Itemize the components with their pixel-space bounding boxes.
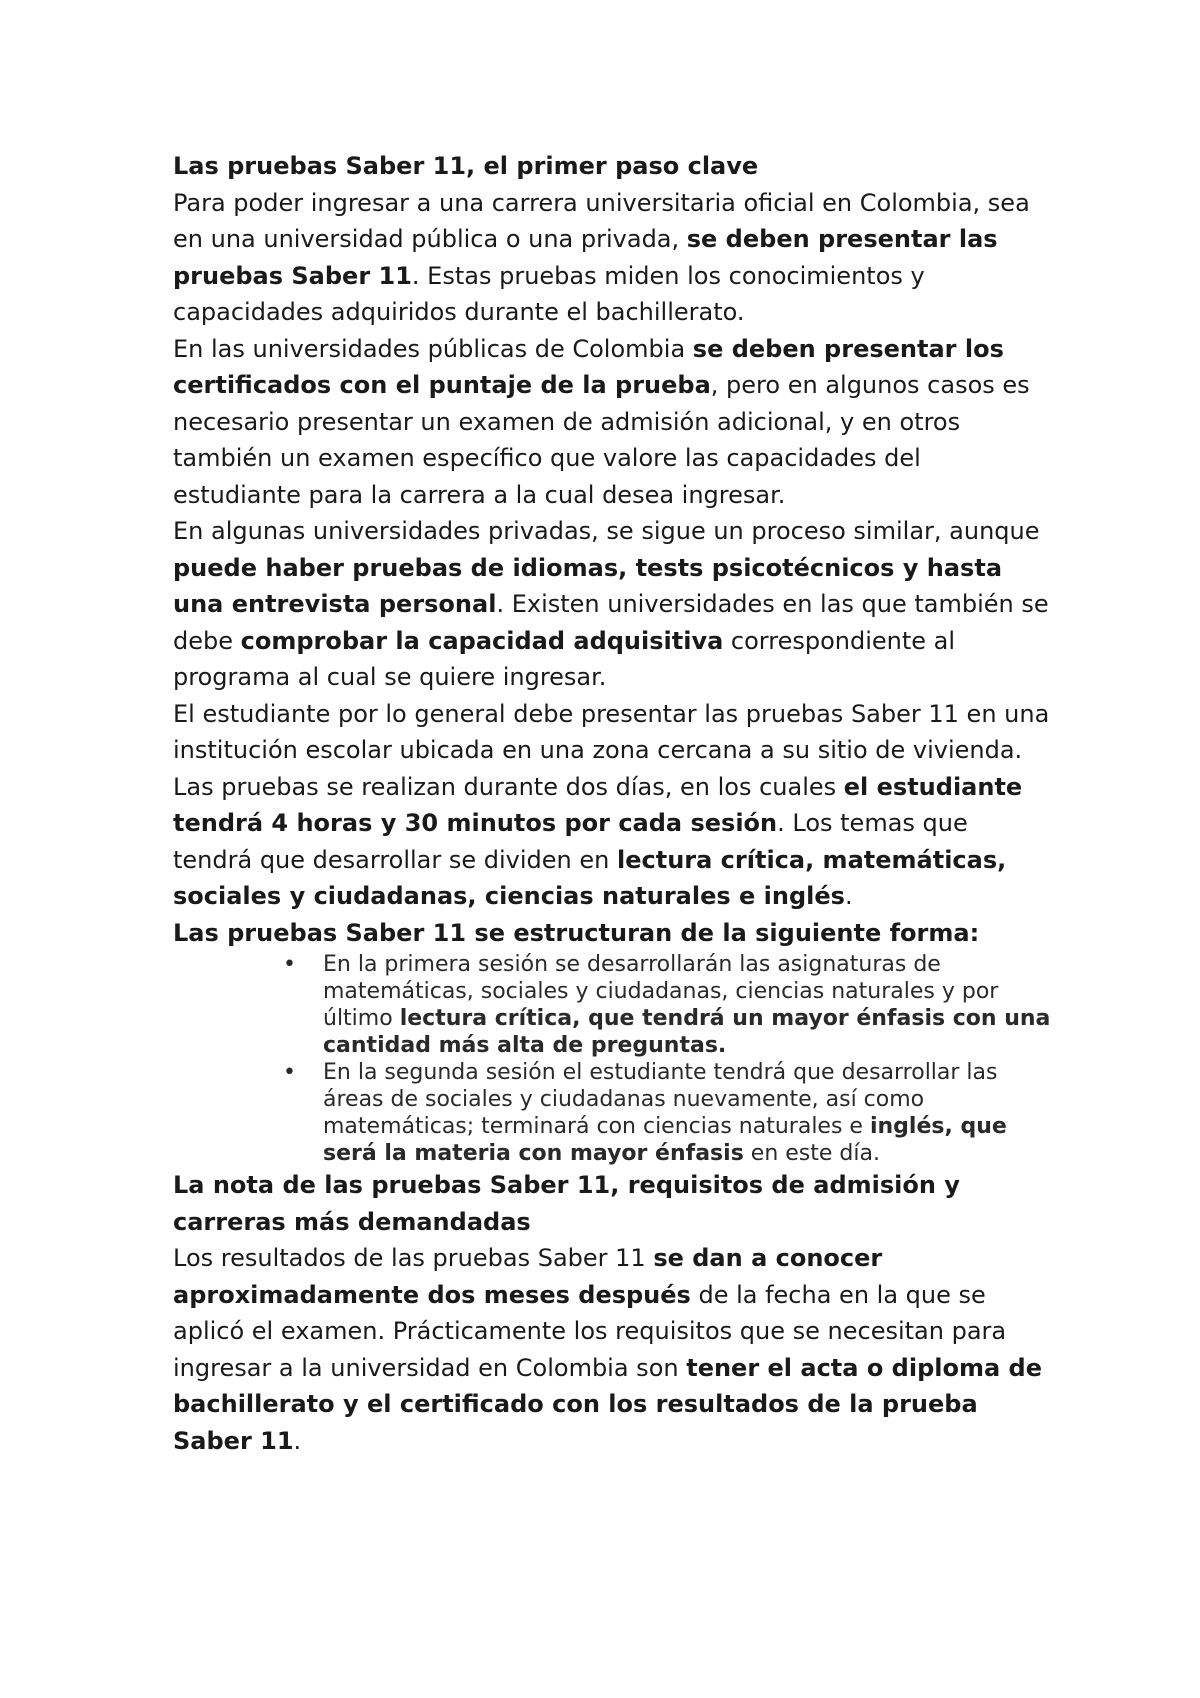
list-item (173, 1059, 1053, 1167)
text-run: en este día. (743, 1141, 880, 1166)
text-run: . (293, 1426, 302, 1455)
text-run: En la primera sesión se desarrollarán las asignaturas de matemáticas, sociales y ciudadanas, ciencias naturales y por último (323, 952, 999, 1031)
text-run: Los resultados de las pruebas Saber 11 (173, 1244, 654, 1272)
bold-run: lectura crítica, que tendrá un mayor énfasis con una cantidad más alta de preguntas. (323, 1006, 1051, 1058)
text-run: El estudiante por lo general debe presentar las pruebas Saber 11 en una institución escolar ubicada en una zona cercana a su sitio de vivienda. Las pruebas se realizan durante dos días, en los cuales (173, 699, 1050, 801)
heading-saber-11-primer-paso: Las pruebas Saber 11, el primer paso clave (173, 152, 759, 180)
text-run: de la fecha en la que se aplicó el examen. Prácticamente los requisitos que se necesitan para ingresar a la universidad en Colombia son (173, 1280, 1007, 1382)
text-run: . Estas pruebas miden los conocimientos y capacidades adquiridos durante el bachillerato. (173, 261, 925, 326)
text-run: En algunas universidades privadas, se sigue un proceso similar, aunque (173, 517, 1040, 545)
bold-run: se deben presentar las pruebas Saber 11 (173, 225, 998, 290)
bold-run: tener el acta o diploma de bachillerato y el certificado con los resultados de la prueba Saber 11 (173, 1353, 1042, 1455)
bullet-list (173, 951, 1053, 1167)
text-run: correspondiente al programa al cual se quiere ingresar. (173, 626, 956, 691)
bold-run: comprobar la capacidad adquisitiva (240, 626, 724, 655)
text-run: . Los temas que tendrá que desarrollar se dividen en (173, 809, 968, 874)
document-page (173, 148, 1053, 1459)
paragraph-universidades-privadas (173, 513, 1053, 696)
paragraph-ingreso-carrera (173, 185, 1053, 331)
text-run: . (844, 882, 853, 910)
list-item (173, 951, 1053, 1059)
bold-run: el estudiante tendrá 4 horas y 30 minutos por cada sesión (173, 772, 1023, 837)
bold-run: puede haber pruebas de idiomas, tests psicotécnicos y hasta una entrevista personal (173, 553, 1003, 618)
list-item-text (323, 1059, 1053, 1167)
heading-nota-requisitos: La nota de las pruebas Saber 11, requisitos de admisión y carreras más demandadas (173, 1171, 960, 1236)
bullet-icon: • (283, 1060, 296, 1085)
paragraph-resultados (173, 1240, 1053, 1459)
text-run: , pero en algunos casos es necesario presentar un examen de admisión adicional, y en otros también un examen específico que valore las capacidades del estudiante para la carrera a la cual desea ingresar. (173, 371, 1030, 509)
bold-run: lectura crítica, matemáticas, sociales y ciudadanas, ciencias naturales e inglés (173, 845, 1007, 910)
bold-run: inglés, que será la materia con mayor énfasis (323, 1114, 1007, 1166)
bullet-icon: • (283, 952, 296, 977)
text-run: . Existen universidades en las que también se debe (173, 590, 1049, 655)
bold-run: se deben presentar los certificados con el puntaje de la prueba (173, 334, 1004, 399)
paragraph-sesiones-prueba (173, 696, 1053, 915)
text-run: En las universidades públicas de Colombia (173, 334, 693, 363)
text-run: En la segunda sesión el estudiante tendrá que desarrollar las áreas de sociales y ciudadanas nuevamente, así como matemáticas; terminará con ciencias naturales e (323, 1060, 998, 1139)
bold-run: se dan a conocer aproximadamente dos meses después (173, 1244, 883, 1309)
paragraph-universidades-publicas (173, 331, 1053, 514)
heading-estructura-pruebas: Las pruebas Saber 11 se estructuran de la siguiente forma: (173, 918, 980, 947)
list-item-text (323, 951, 1053, 1059)
text-run: Para poder ingresar a una carrera universitaria oficial en Colombia, sea en una universidad pública o una privada, (173, 188, 1030, 253)
